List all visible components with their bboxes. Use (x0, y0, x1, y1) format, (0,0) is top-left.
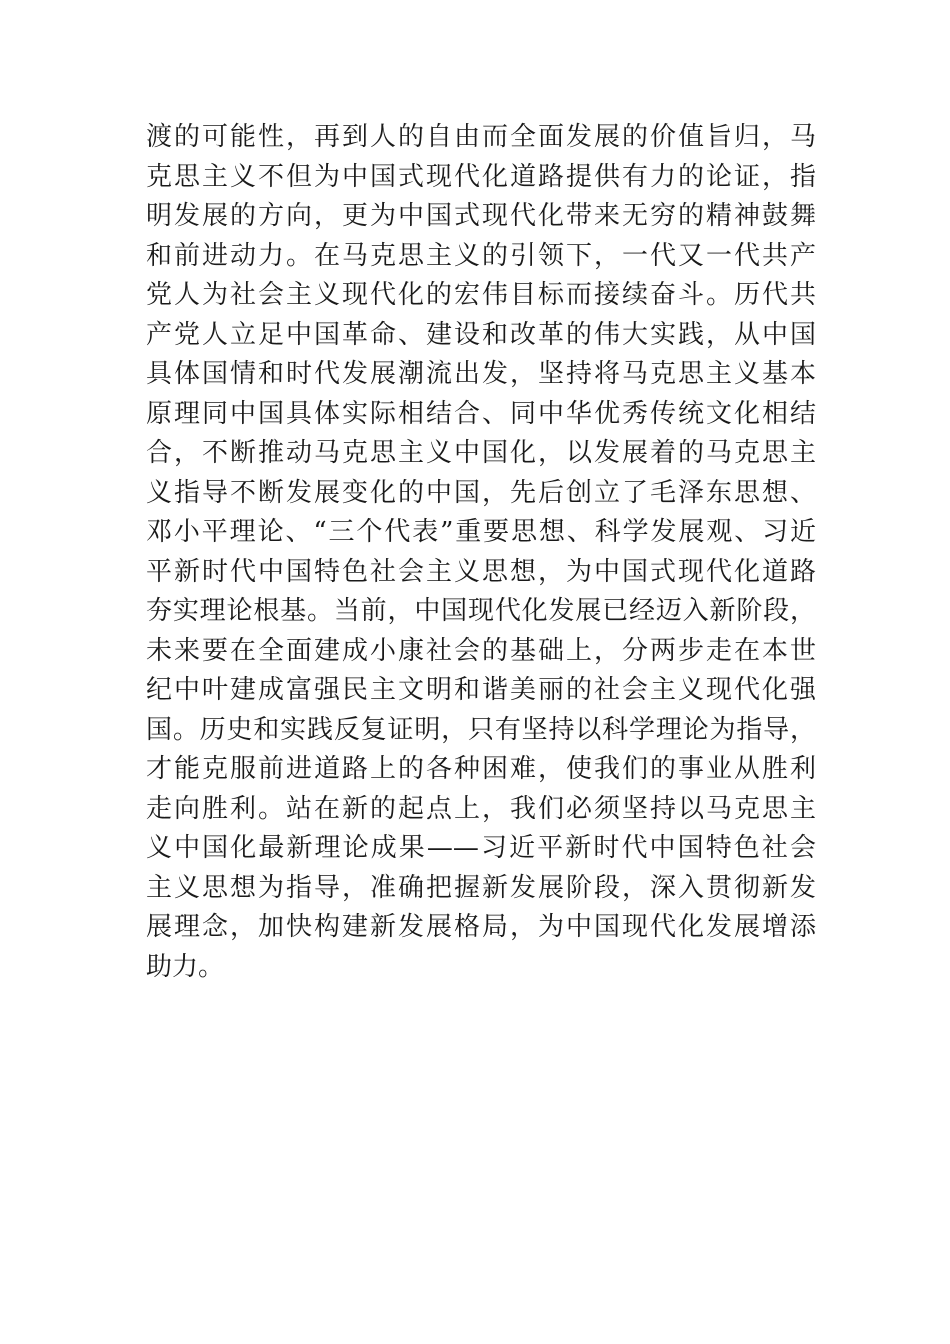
text-line: 夯实理论根基。当前，中国现代化发展已经迈入新阶段， (146, 596, 816, 626)
text-line: 走向胜利。站在新的起点上，我们必须坚持以马克思主 (146, 793, 816, 824)
text-line: 国。历史和实践反复证明，只有坚持以科学理论为指导， (146, 714, 816, 745)
text-line: 义指导不断发展变化的中国，先后创立了毛泽东思想、 (146, 477, 816, 508)
text-line: 明发展的方向，更为中国式现代化带来无穷的精神鼓舞 (146, 201, 816, 231)
text-line: 和前进动力。在马克思主义的引领下，一代又一代共产 (146, 240, 816, 271)
text-line: 渡的可能性，再到人的自由而全面发展的价值旨归，马 (146, 122, 816, 152)
text-line: 主义思想为指导，准确把握新发展阶段，深入贯彻新发 (146, 872, 816, 903)
text-line: 具体国情和时代发展潮流出发，坚持将马克思主义基本 (146, 359, 816, 389)
text-line: 展理念，加快构建新发展格局，为中国现代化发展增添 (146, 912, 816, 942)
text-line: 纪中叶建成富强民主文明和谐美丽的社会主义现代化强 (146, 675, 816, 705)
body-paragraph (146, 118, 816, 987)
text-line: 合，不断推动马克思主义中国化，以发展着的马克思主 (146, 438, 816, 468)
text-line: 邓小平理论、“三个代表”重要思想、科学发展观、习近 (146, 517, 816, 547)
text-line: 原理同中国具体实际相结合、同中华优秀传统文化相结 (146, 398, 816, 429)
text-line-last: 助力。 (146, 951, 225, 982)
text-line: 才能克服前进道路上的各种困难，使我们的事业从胜利 (146, 754, 816, 784)
text-line: 未来要在全面建成小康社会的基础上，分两步走在本世 (146, 635, 816, 666)
text-line: 产党人立足中国革命、建设和改革的伟大实践，从中国 (146, 319, 816, 350)
text-line: 平新时代中国特色社会主义思想，为中国式现代化道路 (146, 556, 816, 587)
text-line: 义中国化最新理论成果——习近平新时代中国特色社会 (146, 833, 816, 863)
text-line: 克思主义不但为中国式现代化道路提供有力的论证，指 (146, 161, 816, 192)
text-line: 党人为社会主义现代化的宏伟目标而接续奋斗。历代共 (146, 280, 816, 310)
